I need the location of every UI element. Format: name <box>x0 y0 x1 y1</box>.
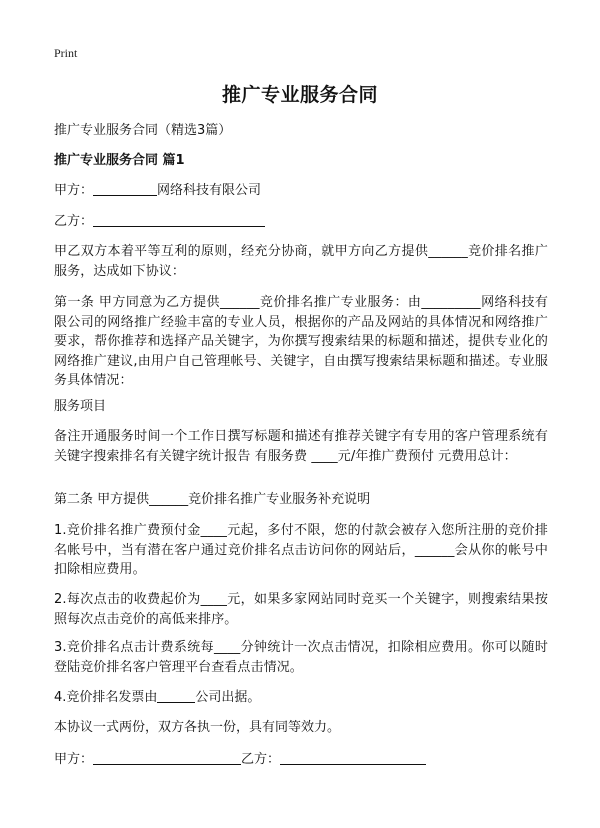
party-b-label: 乙方： <box>54 214 94 229</box>
item-4-blank <box>157 688 195 703</box>
intro-paragraph: 甲乙双方本着平等互利的原则，经充分协商，就甲方向乙方提供______竞价排名推广服务，达成如下协议： <box>54 244 548 279</box>
party-a-label: 甲方： <box>54 183 94 198</box>
item-4-line <box>54 688 548 707</box>
closing-line: 本协议一式两份，双方各执一份，具有同等效力。 <box>54 720 341 735</box>
signature-line <box>54 750 548 769</box>
remarks-paragraph: 备注开通服务时间一个工作日撰写标题和描述有推荐关键字有专用的客户管理系统有关键字搜索排名有关键字统计报告 有服务费 ____元/年推广费预付 元费用总计： <box>54 429 548 464</box>
sign-a-blank <box>93 750 241 765</box>
sign-a-label: 甲方： <box>54 752 94 767</box>
sign-b-blank <box>280 750 426 765</box>
article-2-line: 第二条 甲方提供______竞价排名推广专业服务补充说明 <box>54 492 371 507</box>
item-4-suffix: 公司出据。 <box>195 690 261 705</box>
print-label[interactable]: Print <box>54 46 78 60</box>
section-heading: 推广专业服务合同 篇1 <box>54 153 185 168</box>
document-title: 推广专业服务合同 <box>221 84 378 106</box>
item-3-paragraph: 3.竞价排名点击计费系统每____分钟统计一次点击情况，扣除相应费用。你可以随时登陆竞价排名客户管理平台查看点击情况。 <box>54 640 548 675</box>
party-b-blank <box>93 212 265 227</box>
item-2-paragraph: 2.每次点击的收费起价为____元，如果多家网站同时竞买一个关键字，则搜索结果按照每次点击竞价的高低来排序。 <box>54 592 548 627</box>
service-items-label: 服务项目 <box>54 399 107 414</box>
party-b-line <box>54 212 548 231</box>
party-a-line <box>54 181 548 200</box>
item-4-prefix: 4.竞价排名发票由 <box>54 690 158 705</box>
article-1-paragraph: 第一条 甲方同意为乙方提供______竞价排名推广专业服务：由_________网络科技有限公司的网络推广经验丰富的专业人员，根据你的产品及网站的具体情况和网络推广要求，帮你推荐和选择产品关键字，为你撰写搜索结果的标题和描述，提供专业化的网络推广建议,由用户自己管理帐号、关键字，自由撰写搜索结果标题和描述。专业服务具体情况： <box>54 295 548 388</box>
document-subtitle: 推广专业服务合同（精选3篇） <box>54 123 232 138</box>
item-1-paragraph: 1.竞价排名推广费预付金____元起，多付不限，您的付款会被存入您所注册的竞价排名帐号中，当有潜在客户通过竞价排名点击访问你的网站后，______会从你的帐号中扣除相应费用。 <box>54 523 548 577</box>
sign-b-label: 乙方： <box>241 752 281 767</box>
party-a-name: 网络科技有限公司 <box>157 183 262 198</box>
party-a-blank <box>93 181 157 196</box>
